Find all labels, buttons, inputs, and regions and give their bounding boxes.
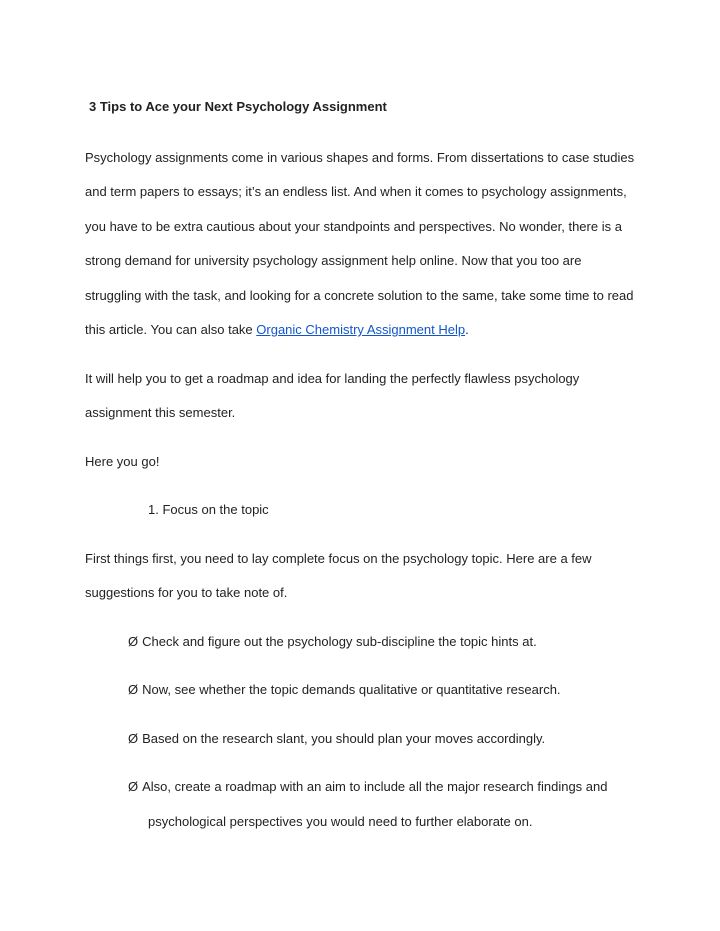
intro-line-6-prefix: this article. You can also take <box>85 322 257 337</box>
bullet-item-4 <box>128 779 607 795</box>
bullet-arrow-icon: Ø <box>128 779 139 794</box>
bullet-item-4-continuation: psychological perspectives you would need to further elaborate on. <box>148 814 533 829</box>
bullet-item-3 <box>128 731 545 747</box>
bullet-item-2 <box>128 682 561 698</box>
intro-line-1: Psychology assignments come in various shapes and forms. From dissertations to case studies <box>85 150 635 165</box>
intro-line-6-suffix: . <box>465 322 469 337</box>
organic-chemistry-link[interactable]: Organic Chemistry Assignment Help <box>256 322 466 337</box>
section-heading: 1. Focus on the topic <box>148 502 269 517</box>
bullet-arrow-icon: Ø <box>128 731 139 746</box>
bullet-text: Now, see whether the topic demands qualitative or quantitative research. <box>142 682 561 697</box>
bullet-arrow-icon: Ø <box>128 682 139 697</box>
intro-line-2: and term papers to essays; it’s an endless list. And when it comes to psychology assignments, <box>85 184 627 199</box>
intro-line-4: strong demand for university psychology assignment help online. Now that you too are <box>85 253 582 268</box>
bullet-arrow-icon: Ø <box>128 634 139 649</box>
roadmap-line-1: It will help you to get a roadmap and idea for landing the perfectly flawless psychology <box>85 371 580 386</box>
here-you-go-text: Here you go! <box>85 454 160 469</box>
roadmap-line-2: assignment this semester. <box>85 405 236 420</box>
document-title: 3 Tips to Ace your Next Psychology Assignment <box>89 99 387 114</box>
bullet-text: Also, create a roadmap with an aim to include all the major research findings and <box>142 779 608 794</box>
intro-line-5: struggling with the task, and looking for a concrete solution to the same, take some time to read <box>85 288 634 303</box>
bullet-item-1 <box>128 634 537 650</box>
bullet-text: Check and figure out the psychology sub-discipline the topic hints at. <box>142 634 537 649</box>
focus-line-1: First things first, you need to lay complete focus on the psychology topic. Here are a few <box>85 551 592 566</box>
bullet-text: Based on the research slant, you should plan your moves accordingly. <box>142 731 546 746</box>
focus-line-2: suggestions for you to take note of. <box>85 585 288 600</box>
intro-line-6 <box>85 322 469 338</box>
intro-line-3: you have to be extra cautious about your standpoints and perspectives. No wonder, there is a <box>85 219 622 234</box>
